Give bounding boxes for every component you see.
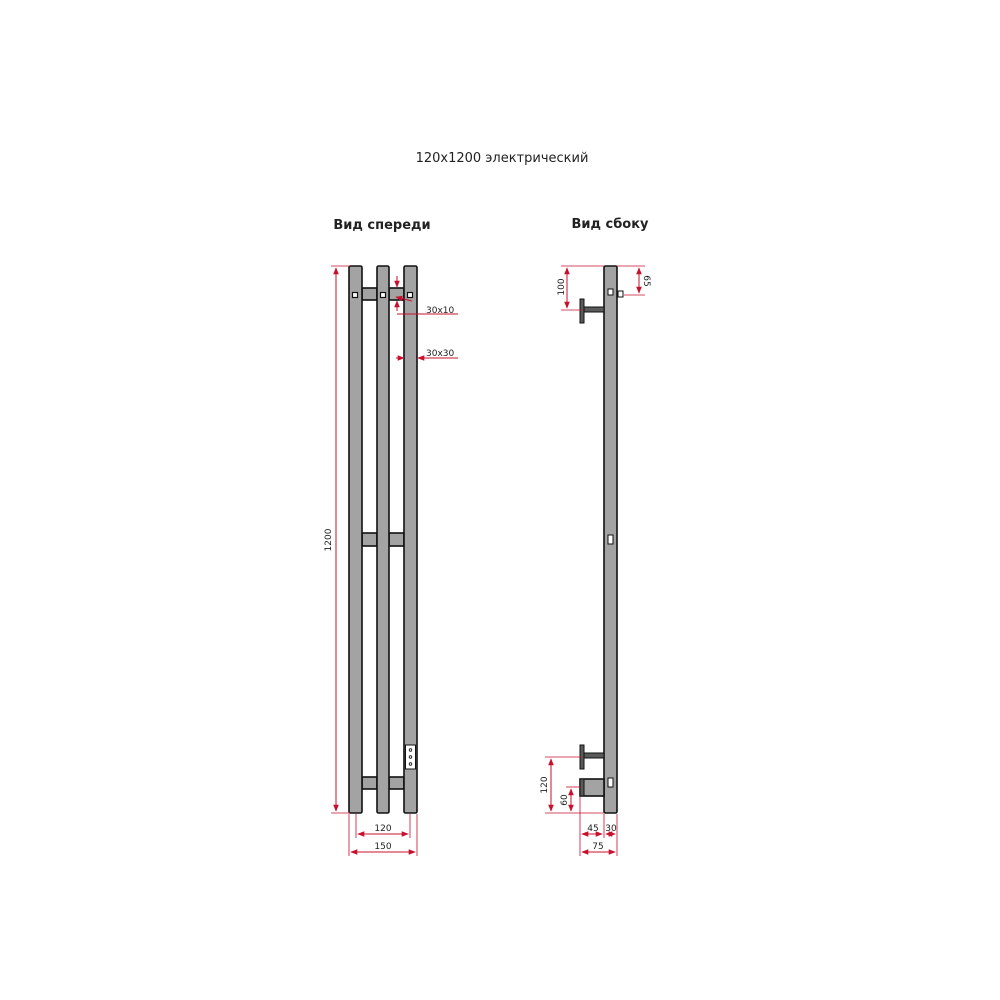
top-mount-arm [584,307,604,312]
front-view [324,218,458,856]
vertical-bar-middle [377,266,389,813]
drawing-title: 120x1200 электрический [415,151,589,166]
depth-total-label: 75 [592,842,604,852]
bar-section-dim-label: 30x30 [426,349,455,359]
top-mount-label: 100 [557,278,567,296]
vertical-bar-left [349,266,362,813]
crossbar-top-left [362,288,377,300]
top-mount-flange [580,299,584,323]
bottom-mount-arm [584,753,604,758]
plug-right [408,293,413,298]
side-top-plug [618,291,623,297]
side-notch-bottom [608,778,613,787]
side-notch-middle [608,535,613,544]
plug-middle [381,293,386,298]
front-view-label: Вид спереди [333,218,431,233]
crossbar-bottom-left [362,777,377,789]
depth-a-label: 45 [587,824,599,834]
crossbar-bottom-right [389,777,404,789]
height-dimension-label: 1200 [324,528,334,552]
total-width-label: 150 [374,842,392,852]
axis-width-label: 120 [374,824,392,834]
top-offset-label: 65 [641,275,651,287]
bottom-mount-label: 120 [540,776,550,794]
side-view-label: Вид сбоку [571,217,649,232]
bottom-offset-label: 60 [560,794,570,806]
vertical-bar-right [404,266,417,813]
crossbar-middle-left [362,533,377,546]
cable-box-cap [580,779,584,796]
bar-inner-dim-label: 30x10 [426,306,455,316]
side-view [540,217,651,856]
plug-left [353,293,358,298]
side-notch-top [608,289,613,295]
depth-b-label: 30 [605,824,617,834]
crossbar-middle-right [389,533,404,546]
